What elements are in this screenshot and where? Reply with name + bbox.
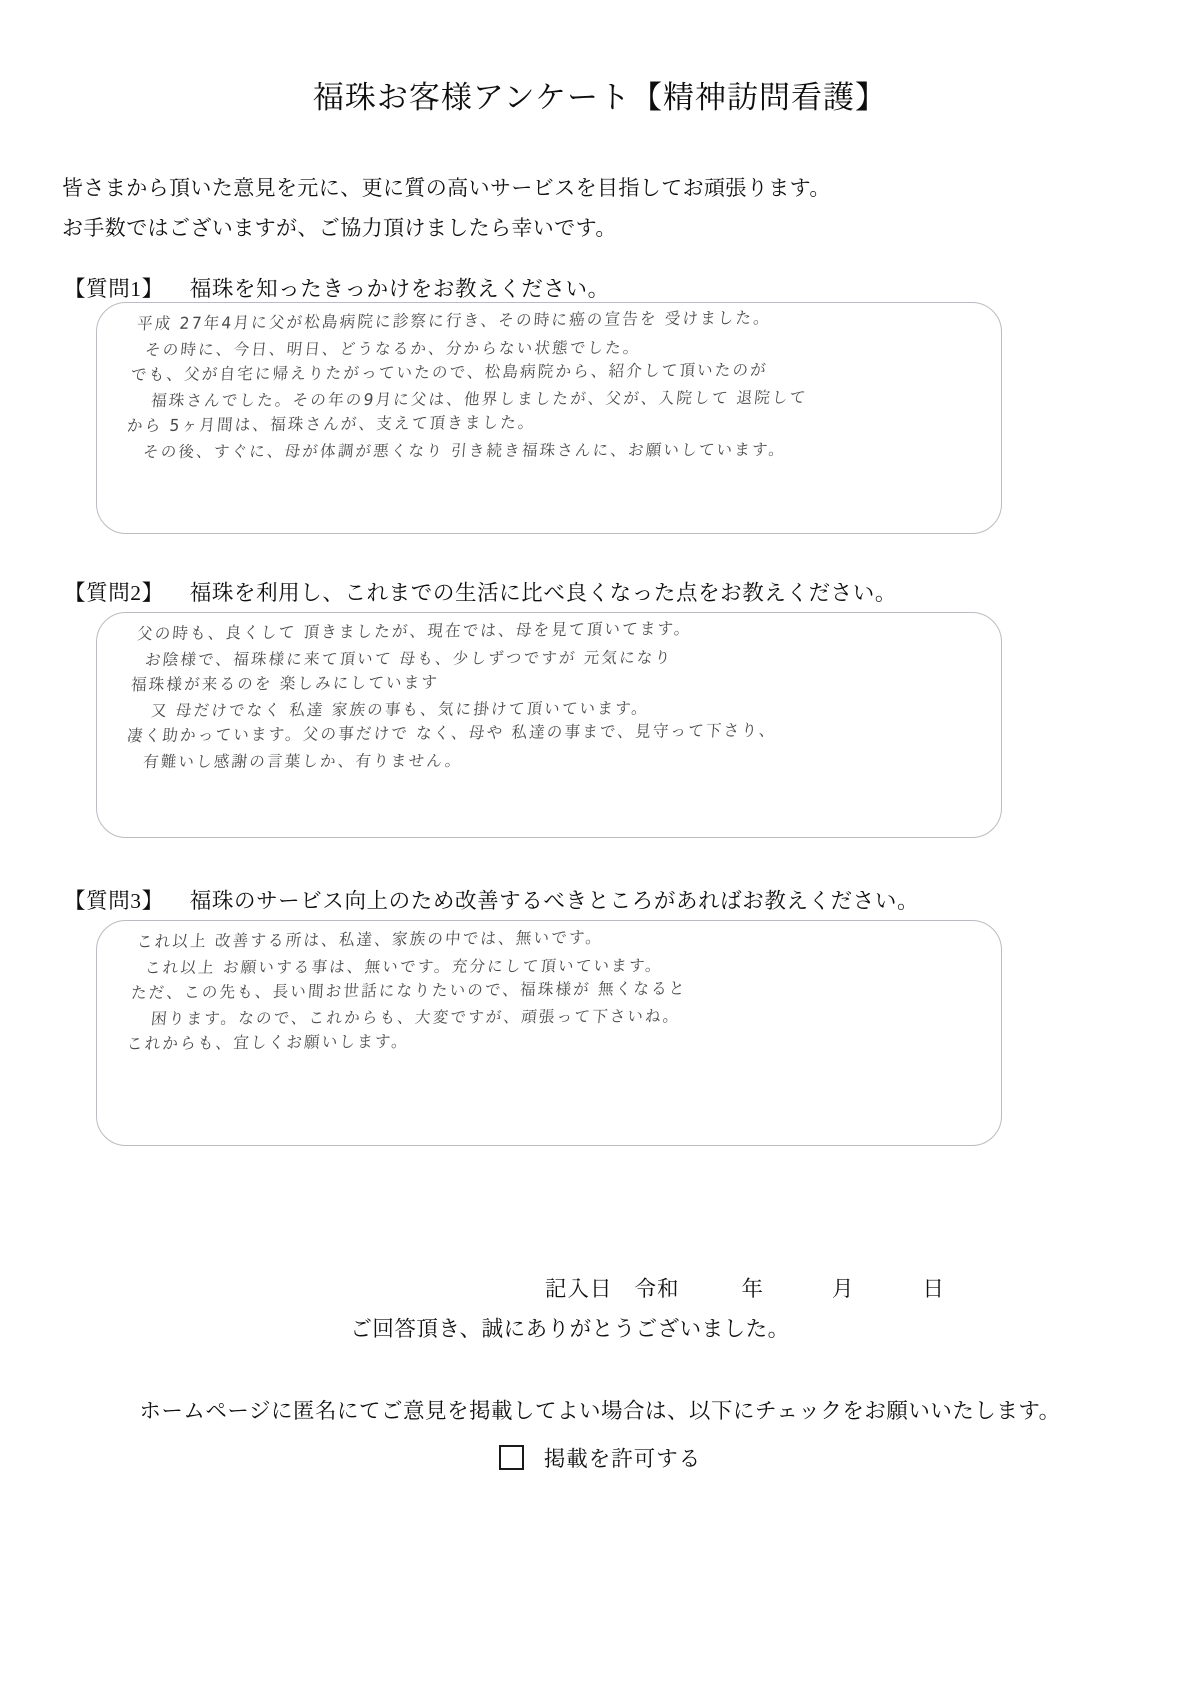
handwriting-line: お陰様で、福珠様に来て頂いて 母も、少しずつですが 元気になり: [144, 648, 674, 669]
handwriting-line: 福珠さんでした。その年の9月に父は、他界しましたが、父が、入院して 退院して: [150, 387, 809, 410]
handwriting-line: から 5ヶ月間は、福珠さんが、支えて頂きました。: [126, 412, 537, 436]
thanks-message: ご回答頂き、誠にありがとうございました。: [350, 1317, 790, 1341]
handwritten-answer-3: [97, 921, 1001, 1145]
handwriting-line: 父の時も、良くして 頂きましたが、現在では、母を見て頂いてます。: [136, 619, 693, 644]
handwriting-line: ただ、この先も、長い間お世話になりたいので、福珠様が 無くなると: [130, 979, 688, 1003]
entry-date-line: [0, 1272, 1200, 1303]
answer-box-question-1[interactable]: [96, 302, 1002, 534]
handwriting-line: 福珠様が来るのを 楽しみにしています: [130, 673, 440, 695]
handwritten-answer-2: [97, 613, 1001, 837]
question-1-text: 福珠を知ったきっかけをお教えください。: [189, 277, 610, 301]
question-3-text: 福珠のサービス向上のため改善するべきところがあればお教えください。: [189, 889, 920, 913]
consent-instruction: ホームページに匿名にてご意見を掲載してよい場合は、以下にチェックをお願いいたします。: [139, 1399, 1061, 1423]
question-3-tag: 【質問3】: [64, 889, 164, 913]
handwriting-line: 有難いし感謝の言葉しか、有りません。: [142, 751, 464, 771]
question-2-text: 福珠を利用し、これまでの生活に比べ良くなった点をお教えください。: [189, 581, 897, 605]
page-title: 福珠お客様アンケート【精神訪問看護】: [312, 80, 888, 115]
day-unit: 日: [922, 1277, 946, 1301]
handwriting-line: 平成 27年4月に父が松島病院に診察に行き、その時に癌の宣告を 受けました。: [136, 308, 772, 334]
intro-paragraph: [62, 168, 1122, 248]
publish-consent-label: 掲載を許可する: [543, 1447, 702, 1471]
era-label: 令和: [634, 1277, 680, 1301]
handwriting-line: これ以上 改善する所は、私達、家族の中では、無いです。: [136, 927, 604, 952]
publish-consent-checkbox[interactable]: [499, 1445, 524, 1470]
consent-row: [0, 1442, 1200, 1473]
intro-line-1: 皆さまから頂いた意見を元に、更に質の高いサービスを目指してお頑張ります。: [62, 176, 831, 200]
handwriting-line: でも、父が自宅に帰えりたがっていたので、松島病院から、紹介して頂いたのが: [130, 360, 769, 385]
handwriting-line: 又 母だけでなく 私達 家族の事も、気に掛けて頂いています。: [150, 698, 651, 720]
question-1-heading: [64, 272, 610, 303]
date-label: 記入日: [544, 1277, 613, 1301]
year-unit: 年: [741, 1277, 764, 1301]
handwriting-line: 困ります。なので、これからも、大変ですが、頑張って下さいね。: [150, 1006, 682, 1028]
answer-box-question-3[interactable]: [96, 920, 1002, 1146]
intro-line-2: お手数ではございますが、ご協力頂けましたら幸いです。: [62, 216, 617, 240]
handwriting-line: 凄く助かっています。父の事だけで なく、母や 私達の事まで、見守って下さり、: [126, 720, 778, 746]
handwriting-line: その後、すぐに、母が体調が悪くなり 引き続き福珠さんに、お願いしています。: [142, 440, 787, 461]
question-3-heading: [64, 884, 919, 915]
handwriting-line: これからも、宜しくお願いします。: [126, 1031, 410, 1054]
handwriting-line: これ以上 お願いする事は、無いです。充分にして頂いています。: [144, 956, 664, 977]
question-2-tag: 【質問2】: [64, 581, 164, 605]
handwriting-line: その時に、今日、明日、どうなるか、分からない状態でした。: [144, 338, 642, 359]
month-unit: 月: [832, 1277, 855, 1301]
handwritten-answer-1: [97, 303, 1001, 533]
answer-box-question-2[interactable]: [96, 612, 1002, 838]
question-2-heading: [64, 576, 897, 607]
question-1-tag: 【質問1】: [64, 277, 164, 301]
